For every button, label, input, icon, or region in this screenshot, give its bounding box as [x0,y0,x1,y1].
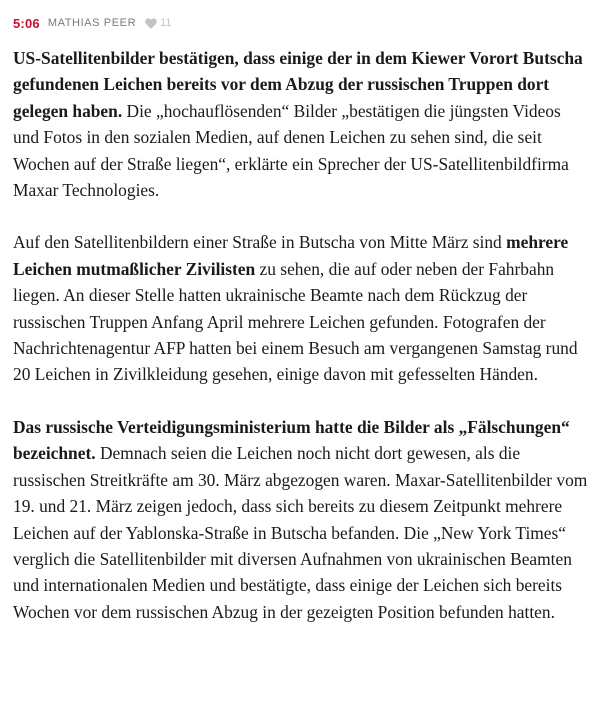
entry-author: MATHIAS PEER [47,17,137,29]
paragraph-3-text: Demnach seien die Leichen noch nicht dort gewesen, als die russischen Streitkräfte am 30. März abgezogen waren. Maxar-Satellitenbilder vom 19. und 21. März zeigen jedoch, dass sich bereits zu diesem Zeitpunkt mehrere Leichen auf der Yablonska-Straße in Butscha befanden. Die „New York Times“ verglich die Satellitenbilder mit diversen Aufnahmen von ukrainischen Beamten und internationalen Medien und bestätigte, dass einige der Leichen sich bereits Wochen vor dem russischen Abzug in der gezeigten Position befunden hatten. [13,443,588,622]
entry-time: 5:06 [13,15,40,31]
paragraph-1 [13,45,591,203]
paragraph-2 [13,229,591,387]
entry-meta [13,14,591,32]
liveblog-entry [13,14,591,625]
paragraph-2-highlight: mehrere Leichen mutmaßlicher Zivilisten [13,232,569,279]
paragraph-2-text-end: zu sehen, die auf oder neben der Fahrbahn liegen. An dieser Stelle hatten ukrainische Beamte nach dem Rückzug der russischen Truppen Anfang April mehrere Leichen gefunden. Fotografen der Nachrichtenagentur AFP hatten bei einem Besuch am vergangenen Samstag rund 20 Leichen in Zivilkleidung gesehen, einige davon mit gefesselten Händen. [13,258,578,385]
paragraph-1-lead: US-Satellitenbilder bestätigen, dass einige der in dem Kiewer Vorort Butscha gefundenen Leichen bereits vor dem Abzug der russischen Truppen dort gelegen haben. [13,48,583,121]
paragraph-1-text: Die „hochauflösenden“ Bilder „bestätigen die jüngsten Videos und Fotos in den sozialen Medien, auf denen Leichen zu sehen sind, die seit Wochen auf der Straße liegen“, erklärte ein Sprecher der US-Satellitenbildfirma Maxar Technologies. [13,100,569,201]
paragraph-3 [13,414,591,625]
entry-body [13,45,591,625]
like-button[interactable] [145,17,171,29]
heart-icon[interactable] [145,18,157,29]
paragraph-2-text-start: Auf den Satellitenbildern einer Straße in Butscha von Mitte März sind [13,232,507,253]
like-count: 11 [160,17,172,29]
paragraph-3-lead: Das russische Verteidigungsministerium hatte die Bilder als „Fälschungen“ bezeichnet. [13,416,570,464]
